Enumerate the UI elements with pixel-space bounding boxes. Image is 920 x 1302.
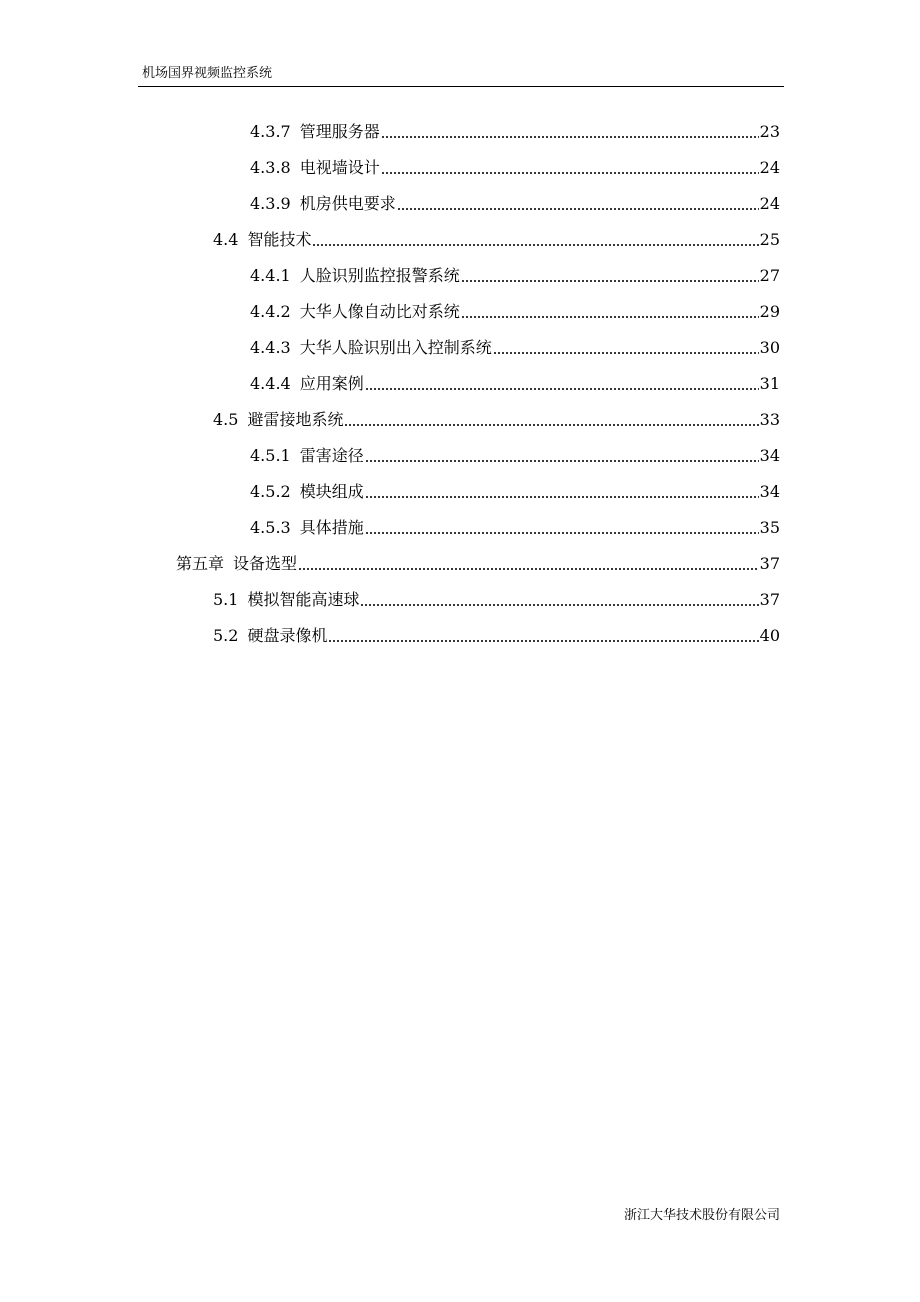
page-header <box>138 64 784 87</box>
toc-entry-title: 设备选型 <box>233 554 298 573</box>
toc-dot-leader <box>365 460 759 462</box>
toc-entry-page: 34 <box>759 446 780 465</box>
toc-entry-number: 4.5.2 <box>250 482 291 501</box>
toc-dot-leader <box>461 280 759 282</box>
toc-entry-number: 4.4.2 <box>250 302 291 321</box>
toc-entry-title: 模块组成 <box>299 482 364 501</box>
toc-entry-title: 硬盘录像机 <box>247 626 328 645</box>
toc-entry-number: 4.3.7 <box>250 122 291 141</box>
toc-entry-title: 电视墙设计 <box>299 158 380 177</box>
toc-entry-page: 29 <box>759 302 780 321</box>
toc-entry-chapter-5[interactable] <box>176 550 780 574</box>
toc-entry-4-5-1[interactable] <box>250 442 780 466</box>
toc-entry-number: 4.4.1 <box>250 266 291 285</box>
toc-entry-title: 应用案例 <box>299 374 364 393</box>
toc-entry-page: 23 <box>759 122 780 141</box>
toc-entry-page: 33 <box>759 410 780 429</box>
toc-entry-number: 4.5.1 <box>250 446 291 465</box>
toc-entry-number: 4.4.3 <box>250 338 291 357</box>
toc-entry-5-2[interactable] <box>213 622 780 646</box>
toc-entry-page: 24 <box>759 158 780 177</box>
toc-dot-leader <box>365 388 759 390</box>
header-title: 机场国界视频监控系统 <box>142 66 273 81</box>
toc-dot-leader <box>344 424 758 426</box>
toc-entry-page: 25 <box>759 230 780 249</box>
toc-entry-number: 5.1 <box>213 590 239 609</box>
toc-dot-leader <box>365 496 759 498</box>
toc-dot-leader <box>381 136 759 138</box>
toc-dot-leader <box>397 208 759 210</box>
toc-entry-page: 37 <box>759 590 780 609</box>
toc-entry-title: 雷害途径 <box>299 446 364 465</box>
toc-entry-page: 24 <box>759 194 780 213</box>
toc-dot-leader <box>461 316 759 318</box>
toc-entry-5-1[interactable] <box>213 586 780 610</box>
toc-entry-title: 模拟智能高速球 <box>247 590 360 609</box>
toc-entry-4-3-8[interactable] <box>250 154 780 178</box>
toc-dot-leader <box>312 244 758 246</box>
toc-dot-leader <box>360 604 758 606</box>
toc-entry-title: 管理服务器 <box>299 122 380 141</box>
toc-entry-4-4-4[interactable] <box>250 370 780 394</box>
toc-entry-title: 大华人脸识别出入控制系统 <box>299 338 492 357</box>
toc-entry-4-3-9[interactable] <box>250 190 780 214</box>
toc-entry-4-4-2[interactable] <box>250 298 780 322</box>
toc-entry-number: 4.5.3 <box>250 518 291 537</box>
toc-dot-leader <box>365 532 759 534</box>
toc-dot-leader <box>381 172 759 174</box>
toc-entry-title: 智能技术 <box>247 230 312 249</box>
toc-entry-title: 大华人像自动比对系统 <box>299 302 460 321</box>
toc-entry-page: 27 <box>759 266 780 285</box>
toc-entry-number: 4.5 <box>213 410 239 429</box>
toc-entry-4-5-2[interactable] <box>250 478 780 502</box>
toc-entry-4-4[interactable] <box>213 226 780 250</box>
toc-entry-title: 避雷接地系统 <box>247 410 344 429</box>
toc-entry-number: 5.2 <box>213 626 239 645</box>
toc-entry-number: 4.4.4 <box>250 374 291 393</box>
toc-entry-number: 4.3.9 <box>250 194 291 213</box>
toc-dot-leader <box>328 640 758 642</box>
toc-entry-title: 机房供电要求 <box>299 194 396 213</box>
toc-entry-page: 37 <box>759 554 780 573</box>
toc-dot-leader <box>493 352 759 354</box>
toc-entry-number: 第五章 <box>176 554 225 573</box>
toc-entry-4-4-3[interactable] <box>250 334 780 358</box>
toc-entry-4-4-1[interactable] <box>250 262 780 286</box>
toc-entry-number: 4.3.8 <box>250 158 291 177</box>
page-footer: 浙江大华技术股份有限公司 <box>623 1208 780 1223</box>
toc-dot-leader <box>298 568 759 570</box>
toc-entry-4-5[interactable] <box>213 406 780 430</box>
toc-entry-title: 人脸识别监控报警系统 <box>299 266 460 285</box>
toc-entry-page: 30 <box>759 338 780 357</box>
toc-entry-page: 34 <box>759 482 780 501</box>
toc-entry-4-3-7[interactable] <box>250 118 780 142</box>
toc-entry-number: 4.4 <box>213 230 239 249</box>
toc-entry-page: 31 <box>759 374 780 393</box>
toc-entry-4-5-3[interactable] <box>250 514 780 538</box>
toc-entry-title: 具体措施 <box>299 518 364 537</box>
toc-entry-page: 40 <box>759 626 780 645</box>
toc-entry-page: 35 <box>759 518 780 537</box>
